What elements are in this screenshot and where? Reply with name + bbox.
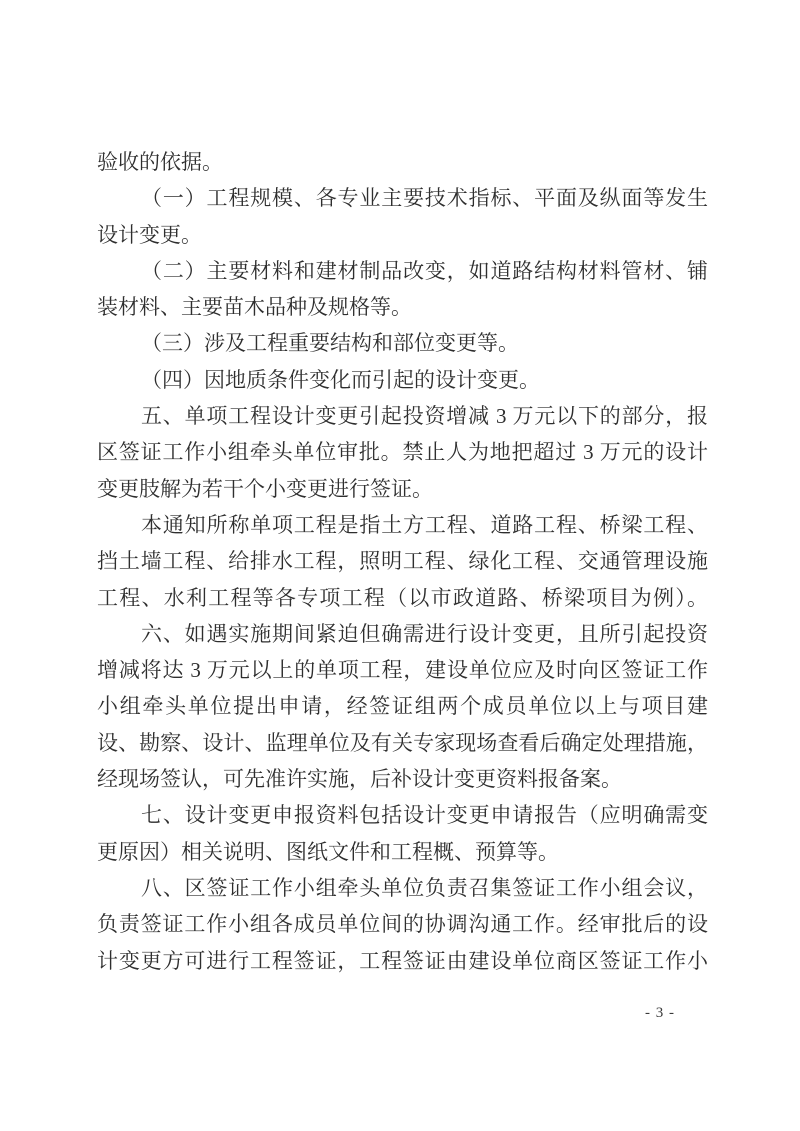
text-line: 增减将达 3 万元以上的单项工程，建设单位应及时向区签证工作 [97,658,708,683]
text-line: 负责签证工作小组各成员单位间的协调沟通工作。经审批后的设 [97,912,708,937]
text-line: （三）涉及工程重要结构和部位变更等。 [141,331,519,356]
document-body [97,144,708,979]
text-line: 设、勘察、设计、监理单位及有关专家现场查看后确定处理措施， [97,730,708,755]
text-line: 区签证工作小组牵头单位审批。禁止人为地把超过 3 万元的设计 [97,440,708,465]
text-line: （二）主要材料和建材制品改变，如道路结构材料管材、铺 [141,258,708,283]
text-line: 小组牵头单位提出申请，经签证组两个成员单位以上与项目建 [97,694,708,719]
text-line: 装材料、主要苗木品种及规格等。 [97,295,412,320]
text-line: 更原因）相关说明、图纸文件和工程概、预算等。 [97,839,559,864]
text-line: 七、设计变更申报资料包括设计变更申请报告（应明确需变 [141,803,708,828]
text-line: 本通知所称单项工程是指土方工程、道路工程、桥梁工程、 [141,512,708,537]
text-line: 变更肢解为若干个小变更进行签证。 [97,476,433,501]
text-line: 八、区签证工作小组牵头单位负责召集签证工作小组会议， [141,875,708,900]
text-line: 工程、水利工程等各专项工程（以市政道路、桥梁项目为例）。 [97,585,708,610]
text-line: 设计变更。 [97,222,202,247]
text-line: （一）工程规模、各专业主要技术指标、平面及纵面等发生 [141,186,708,211]
text-line: 五、单项工程设计变更引起投资增减 3 万元以下的部分，报 [141,404,708,429]
text-line: 经现场签认，可先准许实施，后补设计变更资料报备案。 [97,767,622,792]
page-number: - 3 - [645,1005,675,1021]
text-line: 挡土墙工程、给排水工程，照明工程、绿化工程、交通管理设施 [97,549,708,574]
text-line: 计变更方可进行工程签证，工程签证由建设单位商区签证工作小 [97,948,708,973]
text-line: 六、如遇实施期间紧迫但确需进行设计变更，且所引起投资 [141,621,708,646]
text-line: 验收的依据。 [97,150,223,174]
text-line: （四）因地质条件变化而引起的设计变更。 [141,367,540,392]
